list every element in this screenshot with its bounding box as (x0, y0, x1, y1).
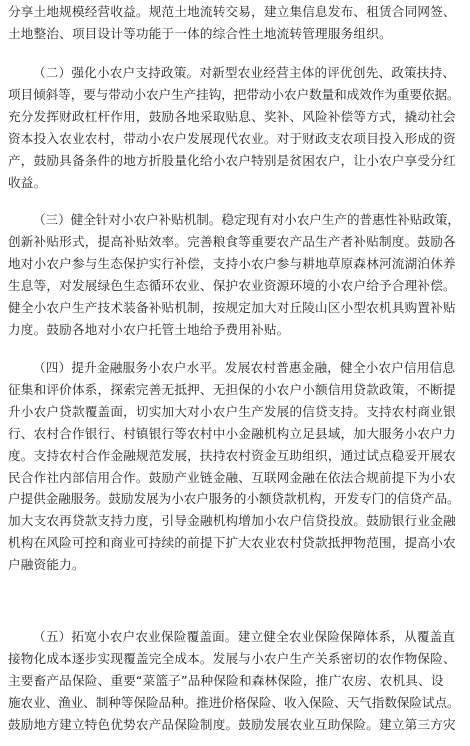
text-line: 项目倾斜等，要与带动小农户生产挂钩，把带动小农户数量和成效作为重要依据。 (8, 86, 460, 102)
text-line: 户融资能力。 (8, 557, 85, 573)
text-line: 地对小农户参与生态保护实行补偿，支持小农户参与耕地草原森林河流湖泊休养 (8, 255, 456, 271)
text-line: 生息等，对发展绿色生态循环农业、保护农业资源环境的小农户给予合理补偿。 (8, 277, 456, 293)
text-line: 健全小农户生产技术装备补贴机制，按规定加大对丘陵山区小型农机具购置补贴 (8, 299, 456, 315)
text-line: 创新补贴形式，提高补贴效率。完善粮食等重要农产品生产者补贴制度。鼓励各 (8, 233, 456, 249)
text-line: 升小农户贷款覆盖面，切实加大对小农户生产发展的信贷支持。支持农村商业银 (8, 403, 456, 419)
text-line: 充分发挥财政杠杆作用，鼓励各地采取贴息、奖补、风险补偿等方式，撬动社会 (8, 108, 456, 124)
text-line: 民合作社内部信用合作。鼓励产业链金融、互联网金融在依法合规前提下为小农 (8, 469, 456, 485)
text-line: 土地整治、项目设计等功能于一体的综合性土地流转管理服务组织。 (8, 25, 392, 41)
text-line: 产，鼓励具备条件的地方折股量化给小农户特别是贫困农户，让小农户享受分红 (8, 152, 456, 168)
text-line: 机构在风险可控和商业可持续的前提下扩大农业农村贷款抵押物范围，提高小农 (8, 535, 456, 551)
paragraph-financial-services (8, 357, 460, 576)
text-line: 分享土地规模经营收益。规范土地流转交易，建立集信息发布、租赁合同网签、 (8, 4, 456, 19)
paragraph-smallholder-support-policy (8, 62, 460, 193)
text-line: 资本投入农业农村，带动小农户发展现代农业。对于财政支农项目投入形成的资 (8, 130, 456, 146)
text-line: 收益。 (8, 174, 47, 190)
text-line: 行、农村合作银行、村镇银行等农村中小金融机构立足县域，加大服务小农户力 (8, 425, 456, 441)
text-line: （四）提升金融服务小农户水平。发展农村普惠金融，健全小农户信用信息 (33, 360, 456, 375)
text-line: 征集和评价体系，探索完善无抵押、无担保的小农户小额信用贷款政策，不断提 (8, 381, 456, 397)
text-line: （五）拓宽小农户农业保险覆盖面。建立健全农业保险保障体系，从覆盖直 (33, 629, 456, 644)
text-line: 主要畜产品保险、重要“菜篮子”品种保险和森林保险，推广农房、农机具、设 (8, 672, 444, 688)
text-line: 加大支农再贷款支持力度，引导金融机构增加小农户信贷投放。鼓励银行业金融 (8, 513, 456, 529)
paragraph-subsidy-mechanism (8, 209, 460, 340)
text-line: 施农业、渔业、制种等保险品种。推进价格保险、收入保险、天气指数保险试点。 (8, 694, 460, 710)
text-line: 力度。鼓励各地对小农户托管土地给予费用补贴。 (8, 321, 290, 337)
text-line: （三）健全针对小农户补贴机制。稳定现有对小农户生产的普惠性补贴政策， (33, 212, 460, 227)
paragraph-land-transfer-tail (8, 1, 460, 45)
text-line: 度。支持农村合作金融规范发展，扶持农村资金互助组织，通过试点稳妥开展农 (8, 447, 456, 463)
text-line: （二）强化小农户支持政策。对新型农业经营主体的评优创先、政策扶持、 (33, 65, 456, 80)
paragraph-agricultural-insurance (8, 626, 460, 736)
text-line: 户提供金融服务。鼓励发展为小农户服务的小额贷款机构，开发专门的信贷产品。 (8, 491, 460, 507)
text-line: 鼓励地方建立特色优势农产品保险制度。鼓励发展农业互助保险。建立第三方灾 (8, 716, 456, 732)
text-line: 接物化成本逐步实现覆盖完全成本。发展与小农户生产关系密切的农作物保险、 (8, 650, 456, 666)
